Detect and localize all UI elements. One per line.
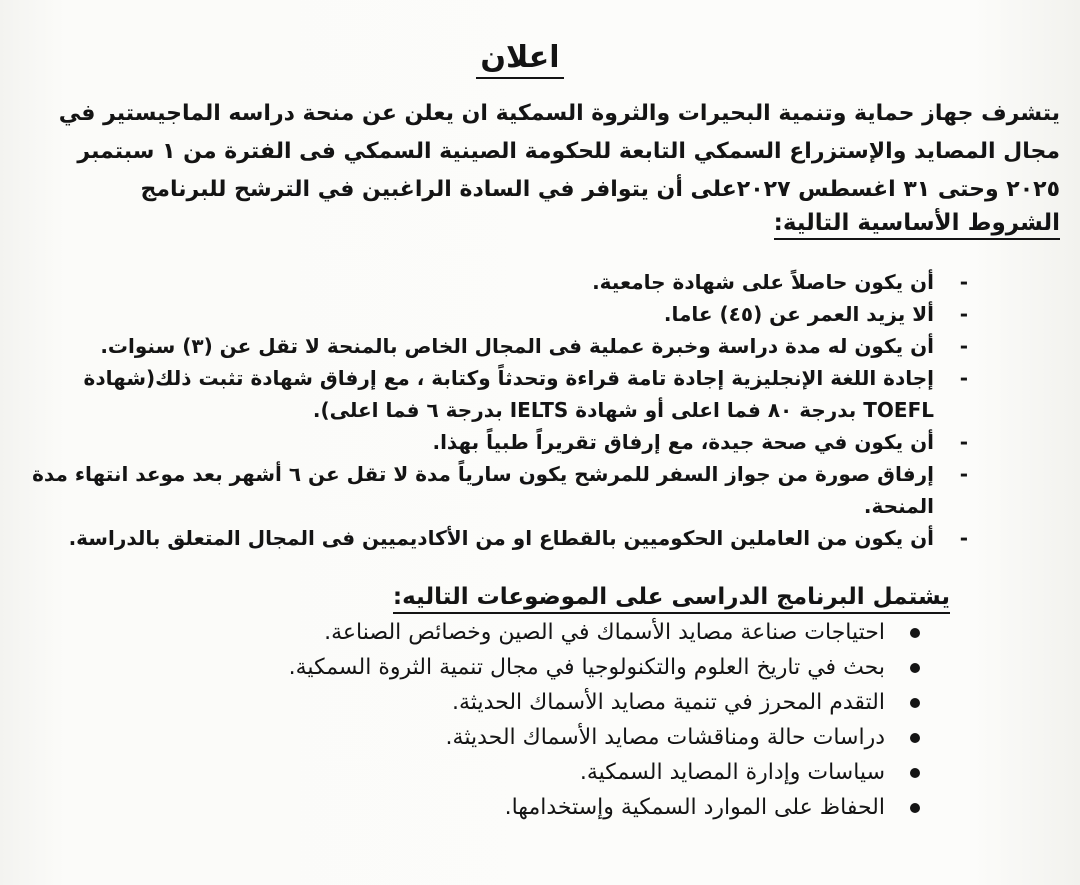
intro-line: مجال المصايد والإستزراع السمكي التابعة للحكومة الصينية السمكي فى الفترة من ١ سبتمبر <box>77 139 1060 164</box>
dash-bullet-icon: - <box>959 302 968 326</box>
conditions-heading: الشروط الأساسية التالية: <box>774 208 1060 240</box>
intro-paragraph <box>20 95 1060 209</box>
condition-item: - ألا يزيد العمر عن (٤٥) عاما. <box>10 298 1080 330</box>
dash-bullet-icon: - <box>959 462 968 486</box>
condition-item: - إجادة اللغة الإنجليزية إجادة تامة قراءة وتحدثاً وكتابة ، مع إرفاق شهادة تثبت ذلك(شهادة TOEFL بدرجة ٨٠ فما اعلى أو شهادة IELTS بدرجة ٦ فما اعلى). <box>10 362 1080 426</box>
dash-bullet-icon: - <box>959 526 968 550</box>
document-title: اعلان <box>0 40 1040 75</box>
program-topic-item: دراسات حالة ومناقشات مصايد الأسماك الحديثة. <box>10 720 1080 755</box>
condition-item: - أن يكون له مدة دراسة وخبرة عملية فى المجال الخاص بالمنحة لا تقل عن (٣) سنوات. <box>10 330 1080 362</box>
intro-line: يتشرف جهاز حماية وتنمية البحيرات والثروة السمكية ان يعلن عن منحة دراسه الماجيستير في <box>58 101 1060 126</box>
program-topic-item: سياسات وإدارة المصايد السمكية. <box>10 755 1080 790</box>
dash-bullet-icon: - <box>959 366 968 390</box>
program-topic-item: احتياجات صناعة مصايد الأسماك في الصين وخصائص الصناعة. <box>10 615 1080 650</box>
bullet-dot-icon <box>910 663 920 673</box>
program-topics-list <box>10 615 1080 825</box>
condition-item: - أن يكون حاصلاً على شهادة جامعية. <box>10 266 1080 298</box>
bullet-dot-icon <box>910 768 920 778</box>
dash-bullet-icon: - <box>959 430 968 454</box>
conditions-list <box>10 266 1080 554</box>
condition-item: - إرفاق صورة من جواز السفر للمرشح يكون سارياً مدة لا تقل عن ٦ أشهر بعد موعد انتهاء مدة المنحة. <box>10 458 1080 522</box>
program-topic-item: الحفاظ على الموارد السمكية وإستخدامها. <box>10 790 1080 825</box>
bullet-dot-icon <box>910 628 920 638</box>
program-topic-item: التقدم المحرز في تنمية مصايد الأسماك الحديثة. <box>10 685 1080 720</box>
condition-item: - أن يكون من العاملين الحكوميين بالقطاع او من الأكاديميين فى المجال المتعلق بالدراسة. <box>10 522 1080 554</box>
intro-line: ٢٠٢٥ وحتى ٣١ اغسطس ٢٠٢٧على أن يتوافر في السادة الراغبين في الترشح للبرنامج <box>140 177 1060 202</box>
dash-bullet-icon: - <box>959 270 968 294</box>
condition-item: - أن يكون في صحة جيدة، مع إرفاق تقريراً طبياً بهذا. <box>10 426 1080 458</box>
program-topic-item: بحث في تاريخ العلوم والتكنولوجيا في مجال تنمية الثروة السمكية. <box>10 650 1080 685</box>
bullet-dot-icon <box>910 803 920 813</box>
dash-bullet-icon: - <box>959 334 968 358</box>
bullet-dot-icon <box>910 698 920 708</box>
program-heading: يشتمل البرنامج الدراسى على الموضوعات التاليه: <box>393 582 950 614</box>
bullet-dot-icon <box>910 733 920 743</box>
